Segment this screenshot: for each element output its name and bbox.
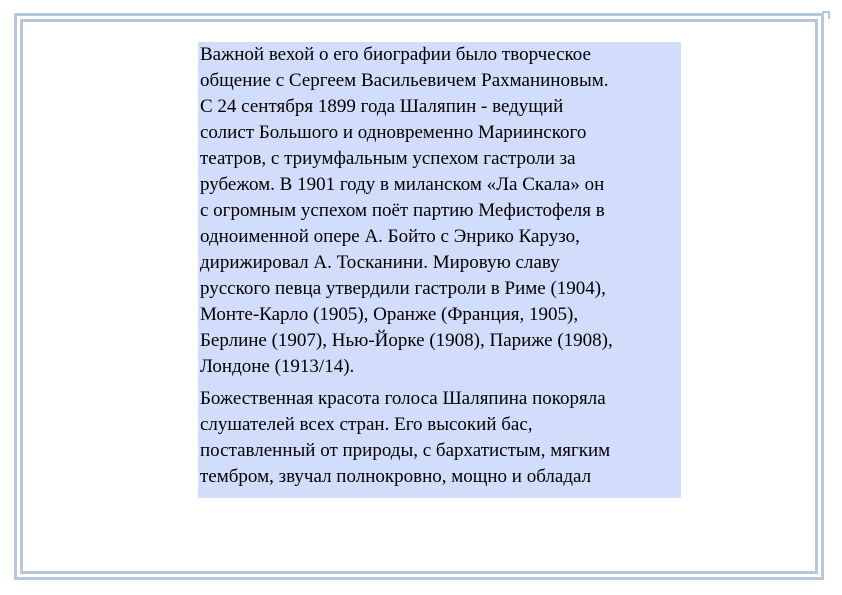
text-line: слушателей всех стран. Его высокий бас, [200, 414, 533, 435]
text-line: Божественная красота голоса Шаляпина покоряла [200, 388, 606, 409]
text-line: С 24 сентября 1899 года Шаляпин - ведущий [200, 96, 564, 117]
paragraph-voice [200, 386, 679, 490]
text-line: поставленный от природы, с бархатистым, мягким [200, 440, 611, 461]
text-line: одноименной опере А. Бойто с Энрико Карузо, [200, 226, 580, 247]
text-line: общение с Сергеем Васильевичем Рахманиновым. [200, 70, 609, 91]
text-line: дирижировал А. Тосканини. Мировую славу [200, 252, 560, 273]
text-box [198, 42, 681, 498]
text-line: Лондоне (1913/14). [200, 356, 355, 377]
frame-corner-accent [822, 11, 830, 19]
text-line: тембром, звучал полнокровно, мощно и обладал [200, 466, 592, 487]
text-line: солист Большого и одновременно Мариинского [200, 122, 587, 143]
text-line: Монте-Карло (1905), Оранже (Франция, 1905), [200, 304, 579, 325]
text-line: с огромным успехом поёт партию Мефистофеля в [200, 200, 605, 221]
text-line: театров, с триумфальным успехом гастроли за [200, 148, 576, 169]
paragraph-biography [200, 42, 679, 380]
text-line: Берлине (1907), Нью-Йорке (1908), Париже (1908), [200, 330, 613, 351]
text-line: русского певца утвердили гастроли в Риме (1904), [200, 278, 606, 299]
text-line: Важной вехой о его биографии было творческое [200, 44, 591, 65]
text-line: рубежом. В 1901 году в миланском «Ла Скала» он [200, 174, 605, 195]
